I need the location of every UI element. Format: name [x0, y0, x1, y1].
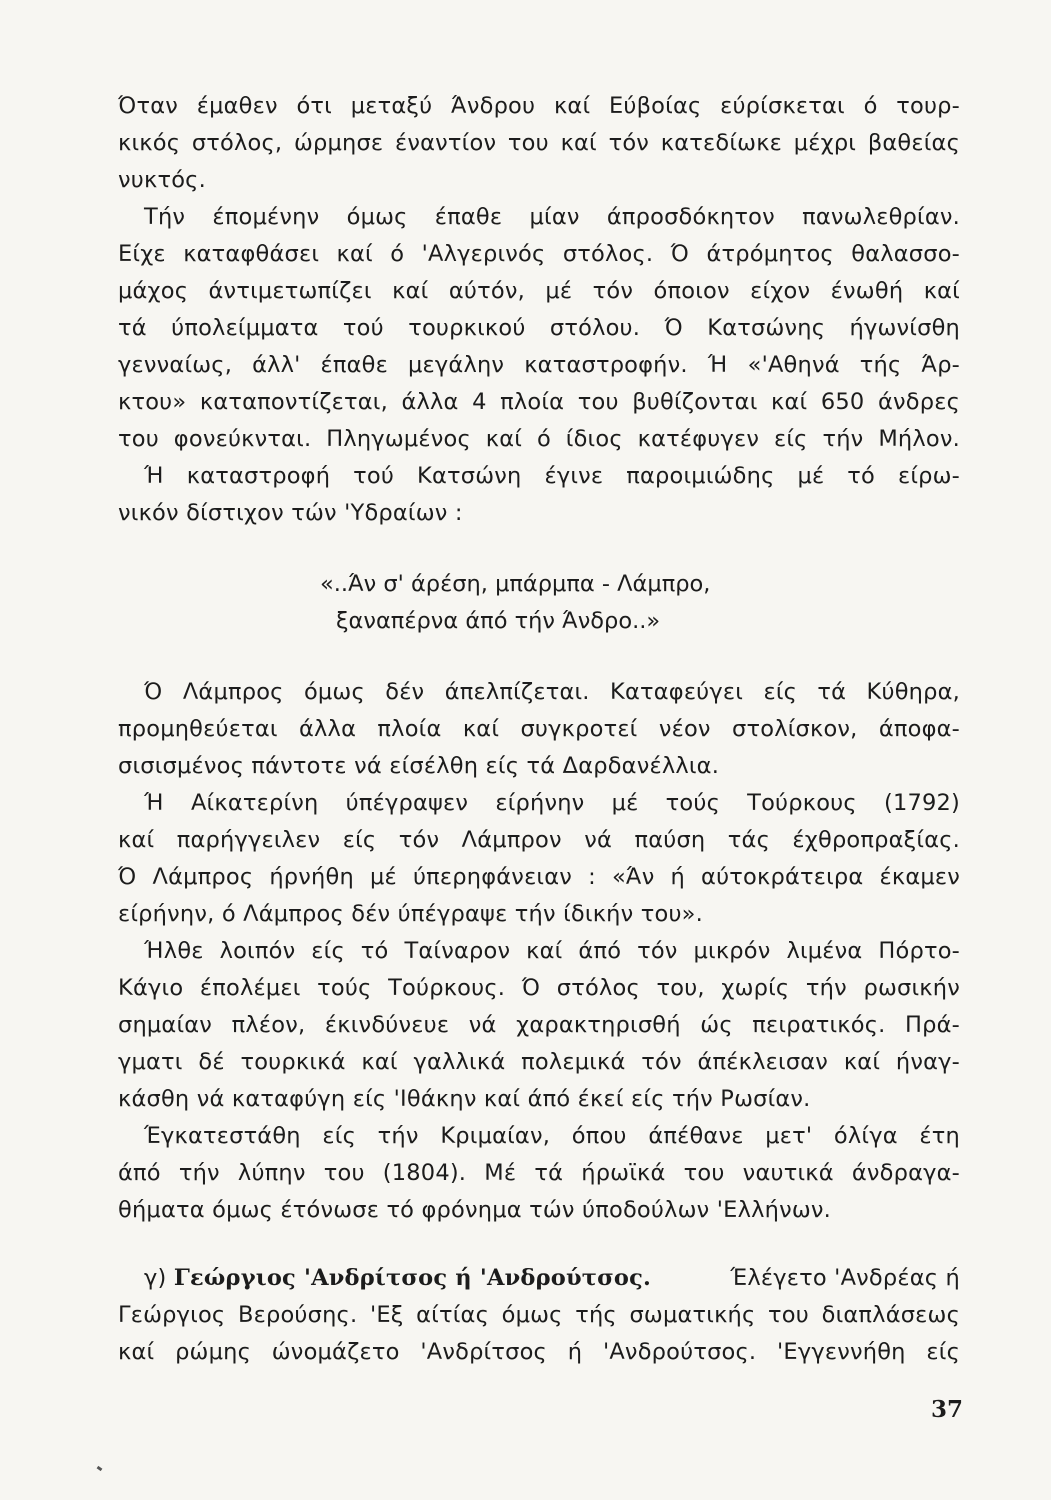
- section-prefix: γ): [144, 1265, 167, 1291]
- section-title: Γεώργιος 'Ανδρίτσος ή 'Ανδρούτσος.: [173, 1265, 652, 1291]
- text-line: τά ύπολείμματα τού τουρκικού στόλου. Ό Κατσώνης ήγωνίσθη: [118, 315, 960, 341]
- text-line: καί παρήγγειλεν είς τόν Λάμπρον νά παύση τάς έχθροπραξίας.: [118, 827, 960, 853]
- text-line: Είχε καταφθάσει καί ό 'Αλγερινός στόλος. Ό άτρόμητος θαλασσο-: [118, 241, 960, 267]
- text-line: Ό Λάμπρος ήρνήθη μέ ύπερηφάνειαν : «Άν ή αύτοκράτειρα έκαμεν: [118, 864, 960, 890]
- text-line: μάχος άντιμετωπίζει καί αύτόν, μέ τόν όποιον είχον ένωθή καί: [118, 278, 960, 304]
- text-line: Ήλθε λοιπόν είς τό Ταίναρον καί άπό τόν μικρόν λιμένα Πόρτο-: [144, 938, 960, 964]
- text-line: του φονεύκνται. Πληγωμένος καί ό ίδιος κατέφυγεν είς τήν Μήλον.: [118, 426, 960, 452]
- text-line: προμηθεύεται άλλα πλοία καί συγκροτεί νέον στολίσκον, άποφα-: [118, 716, 960, 742]
- text-line: κάσθη νά καταφύγη είς 'Ιθάκην καί άπό έκεί είς τήν Ρωσίαν.: [118, 1086, 811, 1112]
- text-line: σισισμένος πάντοτε νά είσέλθη είς τά Δαρδανέλλια.: [118, 753, 720, 779]
- text-line: κικός στόλος, ώρμησε έναντίον του καί τόν κατεδίωκε μέχρι βαθείας: [118, 130, 960, 156]
- text-line: Τήν έπομένην όμως έπαθε μίαν άπροσδόκητον πανωλεθρίαν.: [144, 204, 960, 230]
- text-line: Κάγιο έπολέμει τούς Τούρκους. Ό στόλος του, χωρίς τήν ρωσικήν: [118, 975, 960, 1001]
- text-line: σημαίαν πλέον, έκινδύνευε νά χαρακτηρισθή ώς πειρατικός. Πρά-: [118, 1012, 960, 1038]
- poem-line: «..Άν σ' άρέση, μπάρμπα - Λάμπρο,: [320, 571, 711, 597]
- text-line: Γεώργιος Βερούσης. 'Εξ αίτίας όμως τής σωματικής του διαπλάσεως: [118, 1302, 960, 1328]
- text-line: Όταν έμαθεν ότι μεταξύ Άνδρου καί Εύβοίας εύρίσκεται ό τουρ-: [118, 93, 960, 119]
- text-line: γματι δέ τουρκικά καί γαλλικά πολεμικά τόν άπέκλεισαν καί ήναγ-: [118, 1049, 960, 1075]
- text-line: γενναίως, άλλ' έπαθε μεγάλην καταστροφήν. Ή «'Αθηνά τής Άρ-: [118, 352, 960, 378]
- text-line: θήματα όμως έτόνωσε τό φρόνημα τών ύποδούλων 'Ελλήνων.: [118, 1197, 832, 1223]
- text-line: Ή καταστροφή τού Κατσώνη έγινε παροιμιώδης μέ τό είρω-: [144, 463, 960, 489]
- text-line: άπό τήν λύπην του (1804). Μέ τά ήρωϊκά του ναυτικά άνδραγα-: [118, 1160, 960, 1186]
- poem-line: ξαναπέρνα άπό τήν Άνδρο..»: [336, 608, 661, 634]
- text-line: καί ρώμης ώνομάζετο 'Ανδρίτσος ή 'Ανδρούτσος. 'Εγγεννήθη είς: [118, 1339, 960, 1365]
- section-heading: [144, 1263, 960, 1293]
- page-number: 37: [930, 1396, 963, 1423]
- text-line: Ό Λάμπρος όμως δέν άπελπίζεται. Καταφεύγει είς τά Κύθηρα,: [144, 679, 960, 705]
- text-line: νικόν δίστιχον τών 'Υδραίων :: [118, 500, 463, 526]
- text-line: είρήνην, ό Λάμπρος δέν ύπέγραψε τήν ίδικήν του».: [118, 901, 703, 927]
- text-line: Έγκατεστάθη είς τήν Κριμαίαν, όπου άπέθανε μετ' όλίγα έτη: [144, 1123, 960, 1149]
- text-line: Ή Αίκατερίνη ύπέγραψεν είρήνην μέ τούς Τούρκους (1792): [144, 790, 960, 816]
- ink-speck: [97, 1466, 103, 1471]
- text-line: κτου» καταποντίζεται, άλλα 4 πλοία του βυθίζονται καί 650 άνδρες: [118, 389, 960, 415]
- section-heading-rest: Έλέγετο 'Ανδρέας ή: [730, 1265, 960, 1291]
- text-line: νυκτός.: [118, 167, 206, 193]
